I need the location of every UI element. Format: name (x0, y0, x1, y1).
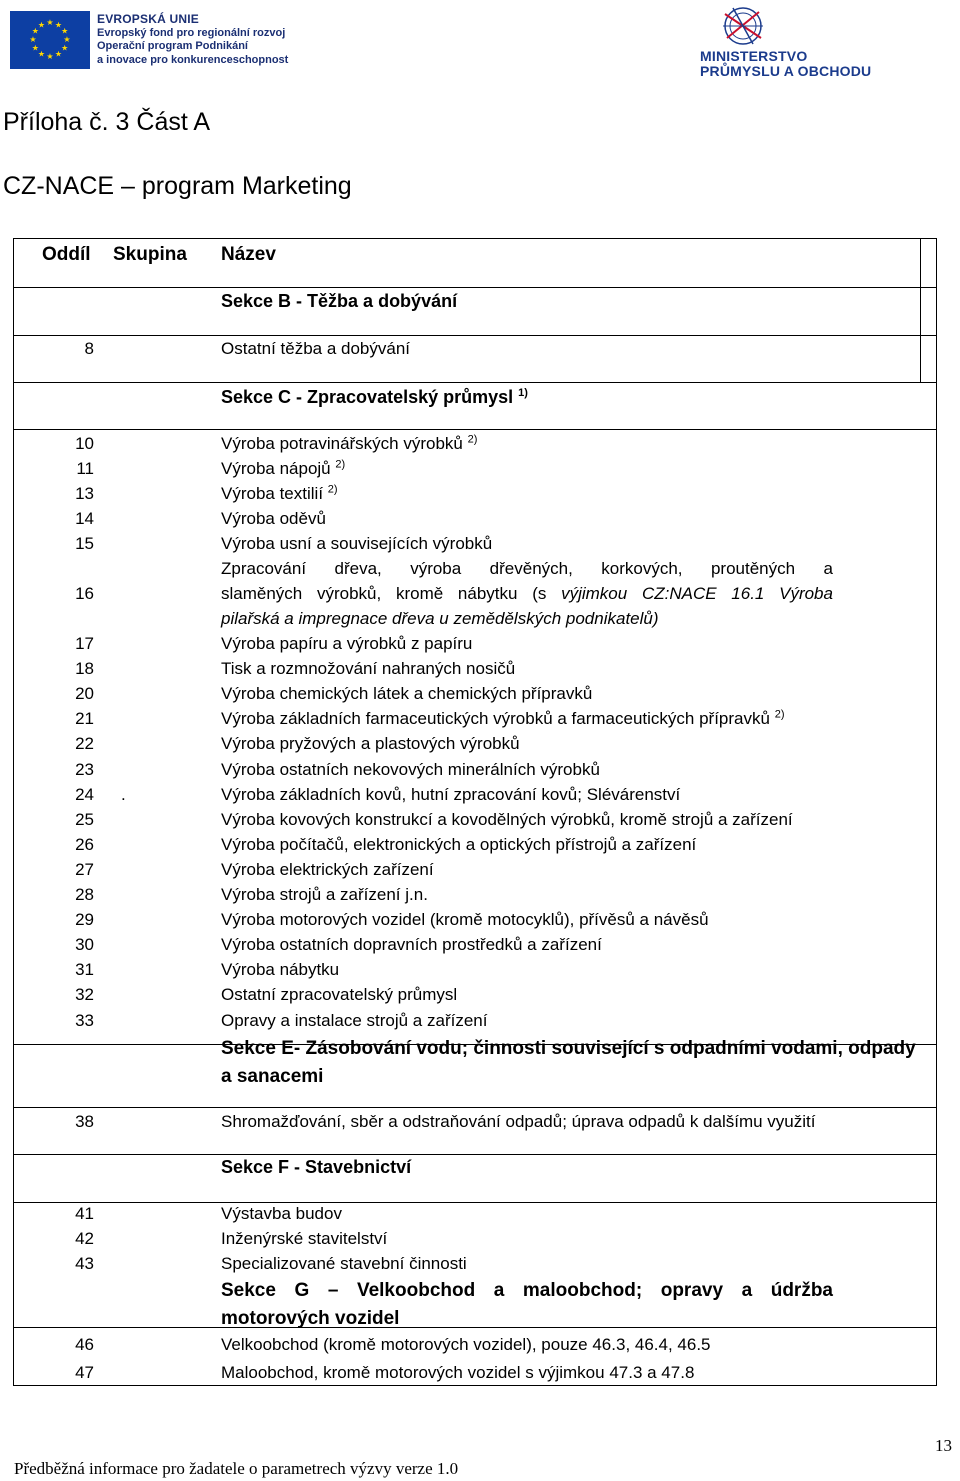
row-name-text: Výroba počítačů, elektronických a optických přístrojů a zařízení (221, 834, 697, 854)
row-name (221, 982, 457, 1007)
row-divider (14, 1107, 936, 1108)
stray-dot: . (121, 785, 126, 804)
col-divider (920, 239, 921, 382)
row-code: 10 (75, 434, 94, 453)
row-16-text: slaměných výrobků, kromě nábytku (s (221, 584, 547, 603)
row-name-line: pilařská a impregnace dřeva u zemědělských podnikatelů) (221, 609, 659, 628)
row-name-text: Opravy a instalace strojů a zařízení (221, 1010, 488, 1030)
mpo-logo-text (700, 49, 871, 79)
row-code: 16 (75, 584, 94, 603)
row-divider (14, 429, 936, 430)
row-name-text: Výroba nábytku (221, 960, 340, 980)
footnote-mark: 2) (327, 483, 338, 496)
svg-text:★: ★ (54, 20, 63, 30)
row-name-text: Výroba textilií (221, 484, 324, 503)
row-name (221, 681, 592, 706)
row-name (221, 782, 680, 807)
row-divider (14, 382, 936, 383)
row-code: 25 (75, 809, 94, 829)
row-name (221, 531, 492, 556)
row-name-text: Výroba základních farmaceutických výrobků a farmaceutických přípravků (221, 709, 770, 729)
eu-line: Operační program Podnikání (97, 40, 248, 52)
row-code: 14 (75, 509, 94, 528)
svg-text:★: ★ (46, 52, 54, 61)
row-name (221, 456, 345, 481)
row-divider (14, 1202, 936, 1203)
row-16-italic-text: výjimkou CZ:NACE 16.1 Výroba (561, 584, 833, 603)
row-name (221, 1201, 342, 1226)
row-name (221, 481, 338, 506)
row-name-line (221, 581, 833, 606)
row-name-text: Výroba základních kovů, hutní zpracování kovů; Slévárenství (221, 784, 681, 804)
mpo-line: MINISTERSTVO (700, 48, 808, 64)
section-heading-c (221, 385, 528, 410)
row-code: 8 (84, 339, 94, 358)
eu-line: Evropský fond pro regionální rozvoj (97, 26, 286, 39)
section-heading-c-text: Sekce C - Zpracovatelský průmysl (221, 387, 514, 407)
row-divider (14, 1327, 936, 1328)
eu-line: EVROPSKÁ UNIE (97, 12, 199, 26)
row-name-text: Tisk a rozmnožování nahraných nosičů (221, 659, 516, 679)
row-code: 13 (75, 484, 94, 503)
row-name (221, 631, 472, 656)
row-code: 47 (75, 1363, 94, 1382)
row-code: 21 (75, 709, 94, 729)
row-name (221, 832, 696, 857)
mpo-logo (700, 4, 870, 84)
svg-text:★: ★ (61, 26, 69, 36)
row-code: 20 (75, 684, 94, 704)
row-name-text: Výroba kovových konstrukcí a kovodělných výrobků, kromě strojů a zařízení (221, 809, 793, 829)
row-name-text: Výroba usní a souvisejících výrobků (221, 534, 493, 553)
eu-logo-text (97, 13, 288, 67)
row-name-text: Specializované stavební činnosti (221, 1254, 467, 1273)
svg-text:★: ★ (37, 20, 46, 30)
footnote-mark: 2) (774, 708, 785, 721)
eu-logo (10, 9, 289, 71)
row-name (221, 1008, 487, 1033)
row-name (221, 807, 793, 832)
row-name-text: Výroba chemických látek a chemických přípravků (221, 684, 593, 704)
row-name: Velkoobchod (kromě motorových vozidel), pouze 46.3, 46.4, 46.5 (221, 1335, 711, 1354)
row-name (221, 932, 602, 957)
row-name-text: Výroba elektrických zařízení (221, 859, 434, 879)
svg-text:★: ★ (29, 35, 37, 44)
row-name (221, 882, 428, 907)
page-number: 13 (935, 1436, 952, 1455)
row-code: 23 (75, 759, 94, 779)
row-code: 30 (75, 935, 94, 955)
row-name-text: Výroba motorových vozidel (kromě motocyklů), přívěsů a návěsů (221, 910, 709, 930)
row-name (221, 907, 709, 932)
page-title: Příloha č. 3 Část A (3, 108, 211, 136)
row-name (221, 1226, 387, 1251)
row-code: 33 (75, 1010, 94, 1030)
section-heading-g-line: Sekce G – Velkoobchod a maloobchod; opravy a údržba (221, 1280, 833, 1301)
row-code: 17 (75, 634, 94, 653)
section-heading-f: Sekce F - Stavebnictví (221, 1157, 412, 1177)
eu-line: a inovace pro konkurenceschopnost (97, 53, 289, 66)
row-divider (14, 1154, 936, 1155)
row-name-line: Zpracování dřeva, výroba dřevěných, korkových, proutěných a (221, 559, 833, 578)
row-name (221, 656, 515, 681)
row-name: Shromažďování, sběr a odstraňování odpadů; úprava odpadů k dalšímu využití (221, 1112, 816, 1131)
row-name (221, 431, 477, 456)
row-code: 31 (75, 960, 94, 980)
row-code: 38 (75, 1112, 94, 1131)
page-subtitle: CZ-NACE – program Marketing (3, 172, 352, 200)
svg-text:★: ★ (54, 49, 63, 59)
svg-text:★: ★ (46, 18, 54, 27)
row-name (221, 731, 520, 756)
row-name: Ostatní těžba a dobývání (221, 339, 411, 358)
row-code: 22 (75, 734, 94, 754)
section-heading-e: Sekce E- Zásobování vodu; činnosti související s odpadními vodami, odpady a sanacemi (221, 1038, 916, 1087)
section-heading-b: Sekce B - Těžba a dobývání (221, 291, 458, 311)
section-heading-g-line: motorových vozidel (221, 1308, 400, 1329)
footnote-mark: 2) (467, 433, 478, 446)
row-name-text: Ostatní zpracovatelský průmysl (221, 985, 458, 1005)
row-code: 32 (75, 985, 94, 1005)
row-name (221, 957, 339, 982)
svg-text:★: ★ (61, 43, 69, 53)
footnote-mark: 2) (335, 458, 346, 471)
eu-flag-icon (10, 11, 90, 69)
row-code: 42 (75, 1229, 94, 1248)
row-name (221, 1251, 467, 1276)
row-code: 18 (75, 659, 94, 679)
row-code: 29 (75, 910, 94, 930)
row-code: 43 (75, 1254, 94, 1273)
row-name: Maloobchod, kromě motorových vozidel s výjimkou 47.3 a 47.8 (221, 1363, 695, 1382)
row-code: 27 (75, 859, 94, 879)
svg-text:★: ★ (37, 49, 46, 59)
svg-text:★: ★ (31, 43, 39, 53)
page-footer: Předběžná informace pro žadatele o parametrech výzvy verze 1.0 (14, 1459, 459, 1478)
row-name-text: Výroba pryžových a plastových výrobků (221, 734, 520, 754)
nace-table (13, 238, 937, 1386)
row-name-text: Výroba ostatních dopravních prostředků a zařízení (221, 935, 602, 955)
row-name-text: Inženýrské stavitelství (221, 1229, 388, 1248)
row-name (221, 757, 600, 782)
svg-text:★: ★ (63, 35, 71, 44)
row-name-text: Výstavba budov (221, 1204, 342, 1223)
row-code: 28 (75, 885, 94, 904)
col-header-oddil: Oddíl (42, 244, 91, 265)
row-name-text: Výroba potravinářských výrobků (221, 434, 463, 453)
row-code: 41 (75, 1204, 94, 1223)
row-name (221, 506, 326, 531)
row-code: 11 (76, 459, 94, 478)
mpo-emblem-icon (705, 4, 775, 48)
row-name-text: Výroba nápojů (221, 459, 331, 478)
col-header-skupina: Skupina (113, 244, 187, 265)
row-name-text: Výroba oděvů (221, 509, 326, 528)
row-code: 46 (75, 1335, 94, 1354)
row-code: 15 (75, 534, 94, 553)
row-name-text: Výroba papíru a výrobků z papíru (221, 634, 473, 653)
row-divider (14, 335, 936, 336)
col-header-nazev: Název (221, 244, 276, 265)
row-code: 24 (75, 784, 94, 804)
row-name-text: Výroba strojů a zařízení j.n. (221, 885, 428, 904)
row-code: 26 (75, 834, 94, 854)
row-name (221, 857, 434, 882)
row-name-text: Výroba ostatních nekovových minerálních výrobků (221, 759, 600, 779)
row-divider (14, 287, 936, 288)
footnote-mark: 1) (518, 387, 528, 399)
row-name (221, 706, 784, 731)
mpo-line: PRŮMYSLU A OBCHODU (700, 63, 872, 79)
svg-text:★: ★ (31, 26, 39, 36)
